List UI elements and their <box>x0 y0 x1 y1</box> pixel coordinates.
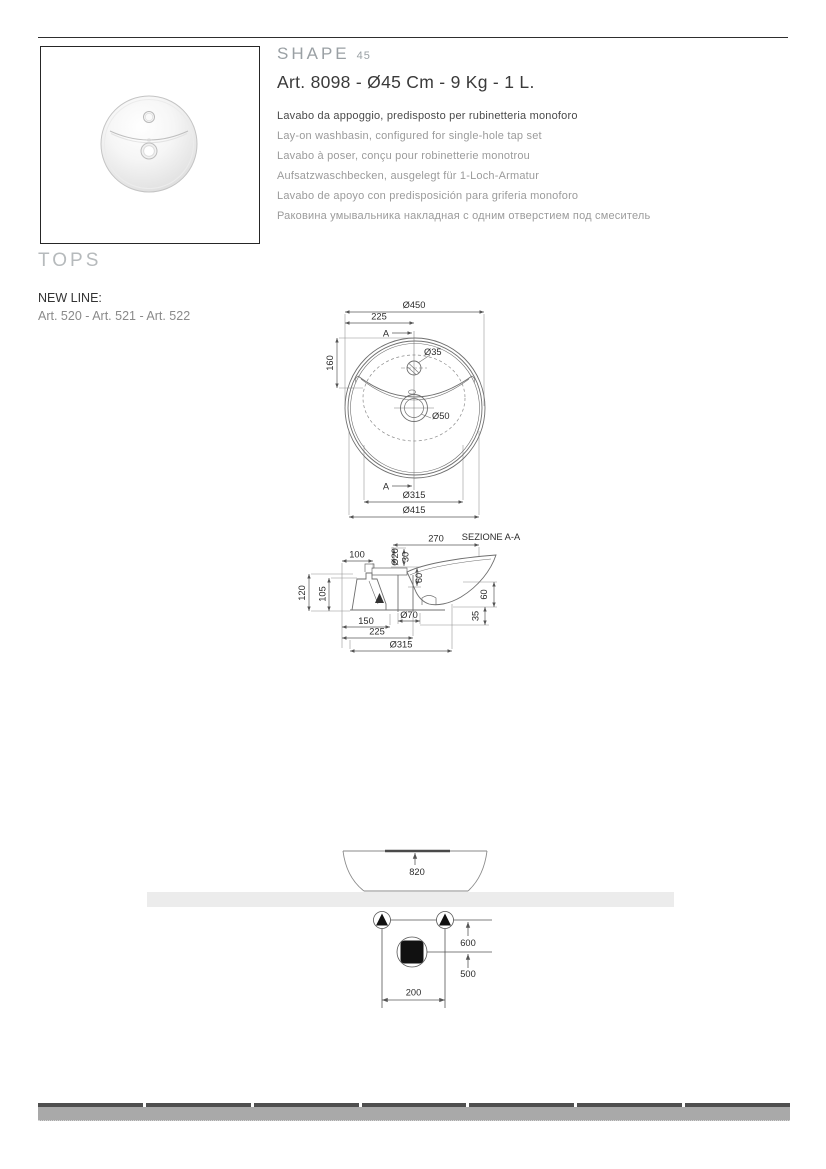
description-it: Lavabo da appoggio, predisposto per rubinetteria monoforo <box>277 110 578 122</box>
description-es: Lavabo de apoyo con predisposición para griferia monoforo <box>277 190 579 202</box>
overflow-shelf-edge <box>358 376 472 397</box>
section-view-drawing <box>295 528 545 663</box>
footer-tab-segment <box>362 1103 467 1107</box>
title-block <box>277 44 777 226</box>
dim-label-outer-diameter: Ø450 <box>402 300 426 310</box>
washbasin-photo <box>41 47 256 239</box>
dimension-lines <box>382 853 468 1000</box>
footer-bar <box>38 1103 790 1121</box>
top-view-drawing <box>295 293 535 528</box>
dim-label-rim-diameter: Ø415 <box>402 505 426 515</box>
dim-label-60: 60 <box>414 572 424 584</box>
dim-label-drain: Ø50 <box>432 411 450 421</box>
dim-label-600: 600 <box>460 938 476 948</box>
dimension-labels <box>406 867 476 998</box>
dim-label-225: 225 <box>369 626 385 637</box>
extension-lines <box>339 311 484 515</box>
dim-label-d70: Ø70 <box>400 610 418 620</box>
overflow-hole <box>409 390 416 394</box>
dim-label-35-right: 35 <box>470 610 481 622</box>
dim-label-100: 100 <box>349 549 365 560</box>
dim-label-d315: Ø315 <box>389 639 413 650</box>
top-rule <box>38 37 788 38</box>
series-line <box>277 44 777 66</box>
dimension-labels <box>325 300 450 515</box>
dim-label-60-right: 60 <box>479 589 489 600</box>
footer-tab-segment <box>469 1103 574 1107</box>
dim-label-120: 120 <box>297 585 307 601</box>
footer-tab-segment <box>254 1103 359 1107</box>
footer-tab-segment <box>577 1103 682 1107</box>
pedestal-outline <box>352 573 386 610</box>
dim-label-30: 30 <box>400 551 411 563</box>
footer-tab-segment <box>685 1103 790 1107</box>
product-photo-box <box>40 46 260 244</box>
description-list <box>277 106 777 226</box>
dimension-lines <box>337 312 484 517</box>
dim-label-500: 500 <box>460 969 476 979</box>
tap-deck <box>372 568 407 575</box>
article-line: Art. 8098 - Ø45 Cm - 9 Kg - 1 L. <box>277 72 535 92</box>
dimension-labels <box>297 532 521 650</box>
description-fr: Lavabo à poser, conçu pour robinetterie monotrou <box>277 150 530 162</box>
footer-bar-body <box>38 1107 790 1121</box>
plumbing-layout <box>374 912 493 1009</box>
drain-square-icon <box>401 941 424 964</box>
dim-label-105: 105 <box>317 586 328 602</box>
countertop-band <box>147 892 674 907</box>
section-title: SEZIONE A-A <box>461 532 521 542</box>
dim-label-270: 270 <box>428 533 444 544</box>
footer-tab-strip <box>38 1103 790 1107</box>
section-mark-a-top: A <box>382 328 390 339</box>
overflow-hole <box>146 139 151 142</box>
new-line-block <box>38 289 190 325</box>
section-mark-a-bottom: A <box>382 481 390 492</box>
dim-label-d20: Ø20 <box>390 548 400 566</box>
footer-tab-segment <box>38 1103 143 1107</box>
dim-label-200: 200 <box>405 987 422 998</box>
footer-tab-segment <box>146 1103 251 1107</box>
dim-label-taphole: Ø35 <box>424 347 442 357</box>
dim-label-150: 150 <box>358 616 374 626</box>
section-heading-tops: TOPS <box>38 250 102 271</box>
dim-label-820: 820 <box>409 867 425 877</box>
description-en: Lay-on washbasin, configured for single-hole tap set <box>277 130 542 142</box>
series-name: SHAPE <box>277 44 350 63</box>
dim-label-inner-diameter: Ø315 <box>402 490 426 500</box>
installation-drawing <box>140 840 685 1012</box>
new-line-articles: Art. 520 - Art. 521 - Art. 522 <box>38 309 191 323</box>
new-line-label: NEW LINE: <box>38 291 102 305</box>
dim-label-half-width: 225 <box>371 311 387 322</box>
description-ru: Раковина умывальника накладная с одним отверстием под смеситель <box>277 210 651 222</box>
dim-label-160: 160 <box>325 355 335 371</box>
series-size: 45 <box>356 50 371 62</box>
description-de: Aufsatzwaschbecken, ausgelegt für 1-Loch-Armatur <box>277 170 540 182</box>
